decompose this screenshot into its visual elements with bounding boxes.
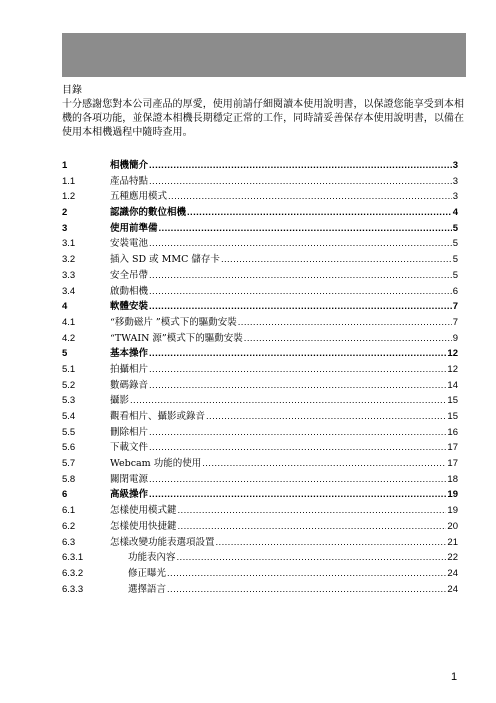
toc-entry-title: Webcam 功能的使用 bbox=[110, 458, 202, 470]
toc-entry-page: 17 bbox=[447, 458, 458, 470]
toc-entry-number: 3.3 bbox=[62, 269, 76, 281]
toc-entry-title: 下載文件 bbox=[110, 442, 149, 454]
toc-entry-page: 6 bbox=[452, 285, 458, 297]
toc-entry[interactable] bbox=[62, 393, 458, 409]
toc-entry-title: 相機簡介 bbox=[110, 160, 149, 171]
toc-entry-number: 3.1 bbox=[62, 238, 76, 250]
toc-entry-title: 五種應用模式 bbox=[110, 191, 168, 203]
toc-entry-title: 攝影 bbox=[110, 395, 130, 407]
toc-entry-page: 21 bbox=[447, 536, 458, 548]
toc-entry-number: 2 bbox=[62, 207, 68, 219]
toc-entry-title: 使用前準備 bbox=[110, 222, 158, 234]
toc-entry[interactable] bbox=[62, 362, 458, 378]
toc-entry-number: 6.1 bbox=[62, 505, 76, 517]
toc-entry[interactable] bbox=[62, 440, 458, 456]
toc-leader bbox=[149, 487, 446, 503]
toc-entry-page: 16 bbox=[447, 426, 458, 438]
toc-entry[interactable] bbox=[62, 268, 458, 284]
toc-entry[interactable] bbox=[62, 582, 458, 598]
toc-entry-number: 3 bbox=[62, 222, 68, 234]
toc-entry-page: 17 bbox=[447, 442, 458, 454]
toc-entry[interactable] bbox=[62, 346, 458, 362]
toc-entry-number: 5.4 bbox=[62, 411, 76, 422]
toc-entry-page: 7 bbox=[452, 301, 458, 313]
toc-entry[interactable] bbox=[62, 331, 458, 347]
toc-entry-title: 高級操作 bbox=[110, 489, 149, 501]
toc-entry-page: 24 bbox=[447, 583, 458, 595]
toc-entry-number: 6.2 bbox=[62, 520, 76, 532]
toc-leader bbox=[159, 221, 452, 237]
toc-entry-title: 認識你的數位相機 bbox=[110, 207, 187, 219]
toc-leader bbox=[167, 582, 446, 598]
toc-entry[interactable] bbox=[62, 236, 458, 252]
toc-entry-number: 4 bbox=[62, 301, 68, 313]
toc-entry-title: 產品特點 bbox=[110, 175, 149, 187]
toc-entry-number: 6.3 bbox=[62, 536, 76, 548]
toc-entry-number: 5.2 bbox=[62, 379, 76, 391]
toc-leader bbox=[238, 315, 452, 331]
table-of-contents bbox=[62, 158, 458, 597]
toc-entry-number: 1 bbox=[62, 160, 68, 171]
toc-leader bbox=[202, 456, 446, 472]
toc-entry-page: 5 bbox=[452, 238, 458, 250]
toc-entry-number: 5.5 bbox=[62, 426, 76, 438]
toc-entry-title: 啟動相機 bbox=[110, 285, 149, 297]
toc-leader bbox=[149, 378, 446, 394]
toc-entry[interactable] bbox=[62, 252, 458, 268]
toc-entry[interactable] bbox=[62, 205, 458, 221]
toc-entry-page: 9 bbox=[452, 332, 458, 344]
toc-entry[interactable] bbox=[62, 535, 458, 551]
toc-entry[interactable] bbox=[62, 550, 458, 566]
toc-leader bbox=[178, 519, 447, 535]
toc-entry-title: 數碼錄音 bbox=[110, 379, 149, 391]
toc-entry-title: “移動磁片 ”模式下的驅動安裝 bbox=[110, 316, 237, 328]
toc-leader bbox=[149, 268, 452, 284]
toc-entry-number: 4.1 bbox=[62, 316, 76, 328]
toc-entry-page: 5 bbox=[452, 269, 458, 281]
toc-entry[interactable] bbox=[62, 158, 458, 174]
toc-leader bbox=[149, 158, 452, 174]
toc-leader bbox=[149, 174, 452, 190]
toc-entry-number: 3.4 bbox=[62, 285, 76, 297]
toc-leader bbox=[149, 472, 446, 488]
toc-entry-number: 6.3.2 bbox=[62, 567, 84, 579]
toc-leader bbox=[149, 425, 446, 441]
toc-entry-page: 5 bbox=[452, 254, 458, 266]
toc-leader bbox=[206, 409, 446, 425]
toc-leader bbox=[187, 205, 452, 221]
toc-entry[interactable] bbox=[62, 221, 458, 237]
toc-leader bbox=[149, 236, 452, 252]
header-band bbox=[62, 33, 466, 77]
toc-entry-number: 3.2 bbox=[62, 254, 76, 266]
toc-entry-number: 1.2 bbox=[62, 191, 76, 203]
toc-entry-page: 19 bbox=[447, 505, 458, 517]
toc-entry[interactable] bbox=[62, 487, 458, 503]
toc-entry-title: 怎樣使用快捷鍵 bbox=[110, 520, 177, 532]
toc-entry[interactable] bbox=[62, 519, 458, 535]
toc-entry[interactable] bbox=[62, 189, 458, 205]
toc-leader bbox=[167, 566, 446, 582]
toc-leader bbox=[130, 393, 446, 409]
toc-entry-title: 功能表內容 bbox=[128, 552, 176, 564]
toc-entry-title: 刪除相片 bbox=[110, 426, 149, 438]
toc-entry-title: 修正曝光 bbox=[128, 567, 167, 579]
toc-entry-page: 7 bbox=[452, 316, 458, 328]
toc-entry[interactable] bbox=[62, 378, 458, 394]
toc-entry-page: 24 bbox=[447, 567, 458, 579]
toc-entry[interactable] bbox=[62, 284, 458, 300]
toc-entry-title: 觀看相片、攝影或錄音 bbox=[110, 411, 206, 422]
page-number: 1 bbox=[451, 671, 458, 683]
toc-entry[interactable] bbox=[62, 456, 458, 472]
toc-leader bbox=[149, 346, 446, 362]
toc-entry-page: 15 bbox=[447, 395, 458, 407]
toc-entry-title: 拍攝相片 bbox=[110, 363, 149, 375]
toc-entry-page: 5 bbox=[452, 222, 458, 234]
toc-entry-title: 基本操作 bbox=[110, 348, 149, 360]
toc-entry-page: 12 bbox=[447, 363, 458, 375]
toc-leader bbox=[244, 331, 452, 347]
toc-leader bbox=[168, 189, 452, 205]
toc-leader bbox=[149, 362, 446, 378]
toc-leader bbox=[149, 299, 452, 315]
toc-entry-title: “TWAIN 源”模式下的驅動安裝 bbox=[110, 332, 243, 344]
toc-leader bbox=[178, 503, 447, 519]
toc-entry-number: 5 bbox=[62, 348, 68, 360]
toc-entry[interactable] bbox=[62, 299, 458, 315]
toc-entry-page: 12 bbox=[447, 348, 458, 360]
toc-entry-page: 3 bbox=[452, 191, 458, 203]
toc-entry-title: 怎樣使用模式鍵 bbox=[110, 505, 177, 517]
toc-leader bbox=[149, 284, 452, 300]
toc-entry-number: 5.8 bbox=[62, 473, 76, 485]
toc-entry-number: 6.3.3 bbox=[62, 583, 84, 595]
toc-entry-page: 19 bbox=[447, 489, 458, 501]
toc-entry[interactable] bbox=[62, 315, 458, 331]
toc-entry-title: 插入 SD 或 MMC 儲存卡 bbox=[110, 254, 220, 266]
toc-entry-title: 安全吊帶 bbox=[110, 269, 149, 281]
toc-entry-page: 3 bbox=[452, 160, 458, 171]
toc-leader bbox=[216, 535, 447, 551]
toc-leader bbox=[221, 252, 452, 268]
toc-entry-title: 安裝電池 bbox=[110, 238, 149, 250]
toc-entry-title: 怎樣改變功能表選項設置 bbox=[110, 536, 215, 548]
toc-entry-page: 22 bbox=[447, 552, 458, 564]
toc-entry-number: 6.3.1 bbox=[62, 552, 84, 564]
toc-entry-title: 軟體安裝 bbox=[110, 301, 149, 313]
toc-entry[interactable] bbox=[62, 174, 458, 190]
toc-leader bbox=[177, 550, 447, 566]
toc-entry-page: 20 bbox=[447, 520, 458, 532]
toc-entry[interactable] bbox=[62, 425, 458, 441]
intro-paragraph: 十分感謝您對本公司產品的厚愛，使用前請仔細閱讀本使用說明書，以保證您能享受到本相機的各項功能，並保證本相機長期穩定正常的工作，同時請妥善保存本使用說明書，以備在使用本相機過程中隨時查用。 bbox=[62, 99, 464, 138]
toc-entry-number: 6 bbox=[62, 489, 68, 501]
toc-entry-page: 3 bbox=[452, 175, 458, 187]
toc-entry-page: 18 bbox=[447, 473, 458, 485]
toc-leader bbox=[149, 440, 446, 456]
toc-entry-page: 4 bbox=[452, 207, 458, 219]
toc-entry-number: 1.1 bbox=[62, 175, 76, 187]
toc-entry-number: 5.1 bbox=[62, 363, 76, 375]
toc-entry[interactable] bbox=[62, 566, 458, 582]
toc-entry[interactable] bbox=[62, 503, 458, 519]
toc-entry-title: 選擇語言 bbox=[128, 583, 167, 595]
toc-entry-page: 14 bbox=[447, 379, 458, 391]
toc-entry-title: 關閉電源 bbox=[110, 473, 149, 485]
toc-entry-number: 5.7 bbox=[62, 458, 76, 470]
toc-entry[interactable] bbox=[62, 409, 458, 425]
toc-entry-number: 4.2 bbox=[62, 332, 76, 344]
page-title: 目錄 bbox=[62, 85, 82, 96]
toc-entry-number: 5.6 bbox=[62, 442, 76, 454]
toc-entry-number: 5.3 bbox=[62, 395, 76, 407]
toc-entry-page: 15 bbox=[447, 411, 458, 422]
toc-entry[interactable] bbox=[62, 472, 458, 488]
